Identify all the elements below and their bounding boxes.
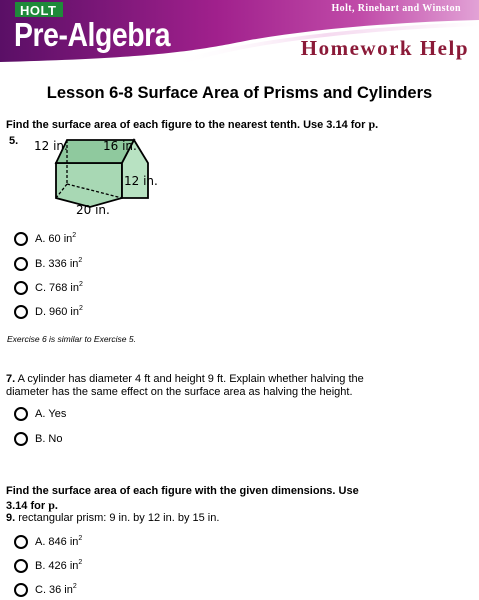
option-letter: A. [35, 536, 46, 548]
radio-button[interactable] [14, 559, 28, 573]
question-number: 9. [6, 512, 16, 524]
prism-figure [30, 136, 170, 218]
course-title: Pre-Algebra [14, 16, 171, 53]
answer-option-d[interactable] [14, 303, 83, 321]
option-text: 846 $in^2$ [48, 535, 83, 548]
option-letter: D. [35, 306, 46, 318]
pi-symbol: p. [368, 117, 379, 131]
option-letter: B. [35, 258, 46, 270]
instructions-text: Find the surface area of each figure with the given dimensions. Use 3.14 for [6, 485, 359, 512]
dim-length: 20 in. [76, 203, 110, 217]
publisher-name: Holt, Rinehart and Winston [331, 3, 461, 14]
series-logo: HOLT [20, 3, 57, 18]
option-letter: B. [35, 433, 46, 445]
dim-height: 12 in. [124, 174, 158, 188]
answer-option-c[interactable] [14, 581, 77, 599]
option-text: 426 $in^2$ [48, 559, 83, 572]
question-number: 5. [9, 135, 19, 147]
exercise-note: Exercise 6 is similar to Exercise 5. [7, 334, 136, 344]
question-number: 7. [6, 373, 16, 385]
option-text: 960 $in^2$ [49, 305, 83, 318]
lesson-title: Lesson 6-8 Surface Area of Prisms and Cylinders [46, 84, 433, 102]
question-text: rectangular prism: 9 in. by 12 in. by 15 in. [18, 512, 220, 524]
answer-option-a[interactable] [14, 533, 82, 551]
option-letter: A. [35, 408, 46, 420]
answer-option-b[interactable] [14, 255, 82, 273]
radio-button[interactable] [14, 535, 28, 549]
dim-slant-edge: 16 in. [103, 139, 137, 153]
option-text: 336 $in^2$ [48, 257, 83, 270]
answer-option-b[interactable] [14, 557, 82, 575]
instructions [6, 117, 378, 132]
radio-button[interactable] [14, 432, 28, 446]
question-7 [6, 373, 386, 399]
question-9 [6, 512, 386, 525]
option-letter: B. [35, 560, 46, 572]
answer-option-yes[interactable] [14, 405, 66, 423]
option-text: 60 $in^2$ [48, 232, 77, 245]
option-text: 768 $in^2$ [49, 281, 83, 294]
option-letter: A. [35, 233, 46, 245]
section-title: Homework Help [300, 36, 469, 60]
option-text: No [48, 433, 63, 445]
radio-button[interactable] [14, 305, 28, 319]
instructions [6, 484, 376, 513]
pi-symbol: p. [48, 498, 58, 512]
radio-button[interactable] [14, 407, 28, 421]
instructions-text: Find the surface area of each figure to the nearest tenth. Use 3.14 for [6, 119, 366, 131]
option-text: Yes [48, 408, 67, 420]
option-text: 36 $in^2$ [49, 583, 77, 596]
answer-option-c[interactable] [14, 279, 83, 297]
dim-left-edge: 12 in. [34, 139, 68, 153]
radio-button[interactable] [14, 232, 28, 246]
radio-button[interactable] [14, 583, 28, 597]
question-text: A cylinder has diameter 4 ft and height 9 ft. Explain whether halving the diameter has the same effect on the surface area as halving the height. [6, 373, 364, 398]
radio-button[interactable] [14, 281, 28, 295]
header-banner [0, 0, 479, 66]
option-letter: C. [35, 584, 46, 596]
answer-option-no[interactable] [14, 430, 62, 448]
answer-option-a[interactable] [14, 230, 76, 248]
radio-button[interactable] [14, 257, 28, 271]
option-letter: C. [35, 282, 46, 294]
